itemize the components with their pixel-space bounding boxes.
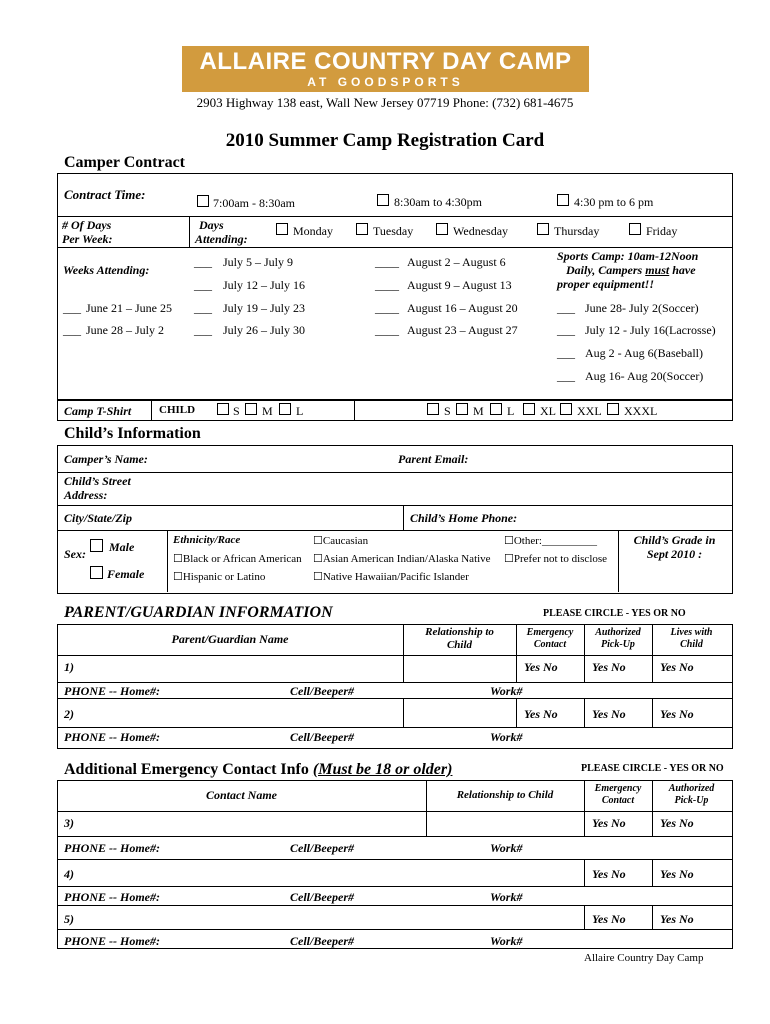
divider (426, 780, 427, 836)
day-checkbox-tuesday[interactable] (356, 223, 368, 235)
contact-row-4: 4) (64, 867, 74, 881)
days-attending-label-2: Attending: (195, 232, 248, 246)
blank: ___ (194, 255, 212, 269)
divider (403, 505, 404, 530)
blank: ___ (557, 301, 575, 315)
blank: ____ (375, 278, 399, 292)
camp-address: 2903 Highway 138 east, Wall New Jersey 07719 Phone: (732) 681-4675 (196, 95, 574, 110)
divider (57, 905, 732, 906)
divider (57, 655, 732, 656)
day-checkbox-wednesday[interactable] (436, 223, 448, 235)
divider (57, 698, 732, 699)
divider (403, 698, 404, 727)
yes-no-contact-authorized-4[interactable]: Yes No (660, 867, 694, 881)
eth-other[interactable]: ☐Other:__________ (504, 535, 597, 547)
male-label: Male (109, 540, 135, 554)
blank: ___ (194, 278, 212, 292)
divider (57, 727, 732, 728)
work-label: Work# (490, 841, 523, 855)
time-day: 8:30am to 4:30pm (394, 195, 482, 209)
sports-week-soccer-2: Aug 16- Aug 20(Soccer) (585, 369, 704, 383)
adult-size-xl: XL (540, 404, 556, 418)
divider (57, 811, 732, 812)
divider (354, 399, 355, 420)
adult-size-xxl-checkbox[interactable] (560, 403, 572, 415)
street-label: Child’s Street (64, 474, 131, 488)
cell-label: Cell/Beeper# (290, 730, 354, 744)
logo-line-2: AT GOODSPORTS (307, 75, 464, 89)
day-wednesday: Wednesday (453, 224, 509, 238)
yes-no-emergency-1[interactable]: Yes No (524, 660, 558, 674)
authorized-col: Authorized (595, 627, 641, 638)
time-checkbox-day[interactable] (377, 194, 389, 206)
adult-size-xxxl: XXXL (624, 404, 658, 418)
yes-no-contact-emergency-3[interactable]: Yes No (592, 816, 626, 830)
phone-home-label: PHONE -- Home#: (64, 841, 160, 855)
emergency-circle-note: PLEASE CIRCLE - YES OR NO (581, 763, 724, 774)
contact-row-3: 3) (64, 816, 74, 830)
adult-size-xxl: XXL (577, 404, 602, 418)
divider (652, 698, 653, 727)
day-monday: Monday (293, 224, 333, 238)
day-tuesday: Tuesday (373, 224, 414, 238)
week-aug23: August 23 – August 27 (407, 323, 518, 337)
sports-note-1: Sports Camp: 10am-12Noon (557, 249, 699, 263)
divider (57, 216, 732, 217)
yes-no-contact-authorized-3[interactable]: Yes No (660, 816, 694, 830)
divider (584, 905, 585, 929)
work-label: Work# (490, 684, 523, 698)
sports-week-soccer-1: June 28- July 2(Soccer) (585, 301, 699, 315)
adult-size-s-checkbox[interactable] (427, 403, 439, 415)
ethnicity-label: Ethnicity/Race (173, 534, 241, 546)
blank: ___ (557, 323, 575, 337)
blank: ____ (375, 301, 399, 315)
relationship-col-2: Child (446, 639, 473, 651)
eth-hawaiian[interactable]: ☐Native Hawaiian/Pacific Islander (313, 571, 469, 583)
cell-label: Cell/Beeper# (290, 934, 354, 948)
phone-home-label: PHONE -- Home#: (64, 934, 160, 948)
work-label: Work# (490, 934, 523, 948)
days-per-week-label-2: Per Week: (62, 232, 113, 246)
cell-label: Cell/Beeper# (290, 890, 354, 904)
emergency-heading: Additional Emergency Contact Info (Must be 18 or older) (64, 761, 453, 778)
child-size-l: L (296, 404, 304, 418)
camp-logo (182, 46, 589, 92)
adult-size-s: S (444, 404, 451, 418)
female-checkbox[interactable] (90, 566, 103, 579)
divider (57, 247, 732, 248)
eth-black[interactable]: ☐Black or African American (173, 553, 302, 565)
week-june28: June 28 – July 2 (86, 323, 164, 337)
yes-no-emergency-2[interactable]: Yes No (524, 707, 558, 721)
days-attending-label: Days (199, 218, 224, 232)
week-aug16: August 16 – August 20 (407, 301, 518, 315)
time-checkbox-early[interactable] (197, 195, 209, 207)
divider (584, 698, 585, 727)
street-label-2: Address: (64, 488, 108, 502)
divider (57, 682, 732, 683)
divider (151, 399, 152, 420)
sports-week-lacrosse: July 12 - July 16(Lacrosse) (585, 323, 716, 337)
week-aug2: August 2 – August 6 (407, 255, 506, 269)
parent-row-2: 2) (64, 707, 74, 721)
child-size-l-checkbox[interactable] (279, 403, 291, 415)
parent-circle-note: PLEASE CIRCLE - YES OR NO (543, 608, 686, 619)
adult-size-xxxl-checkbox[interactable] (607, 403, 619, 415)
week-july5: July 5 – July 9 (223, 255, 294, 269)
sex-label: Sex: (64, 547, 86, 561)
time-checkbox-late[interactable] (557, 194, 569, 206)
phone-home-label: PHONE -- Home#: (64, 730, 160, 744)
child-size-s-checkbox[interactable] (217, 403, 229, 415)
blank: ___ (63, 301, 81, 315)
parent-email-label: Parent Email: (398, 452, 469, 466)
adult-size-l: L (507, 404, 515, 418)
time-early: 7:00am - 8:30am (213, 196, 295, 210)
yes-no-contact-emergency-5[interactable]: Yes No (592, 912, 626, 926)
child-size-s: S (233, 404, 240, 418)
adult-size-l-checkbox[interactable] (490, 403, 502, 415)
phone-home-label: PHONE -- Home#: (64, 890, 160, 904)
logo-line-1: ALLAIRE COUNTRY DAY CAMP (199, 48, 572, 75)
emergency-col-2: Contact (533, 639, 567, 650)
adult-size-m: M (473, 404, 484, 418)
sports-week-baseball: Aug 2 - Aug 6(Baseball) (585, 346, 703, 360)
eth-prefer-not[interactable]: ☐Prefer not to disclose (504, 553, 608, 565)
city-label: City/State/Zip (64, 511, 132, 525)
blank: ___ (63, 323, 81, 337)
campers-name-label: Camper’s Name: (64, 452, 148, 466)
divider (516, 698, 517, 727)
tshirt-label: Camp T-Shirt (64, 404, 132, 418)
week-july12: July 12 – July 16 (223, 278, 306, 292)
eth-asian-native[interactable]: ☐Asian American Indian/Alaska Native (313, 553, 491, 565)
weeks-attending-label: Weeks Attending: (63, 263, 150, 277)
week-aug9: August 9 – August 13 (407, 278, 512, 292)
grade-label-2: Sept 2010 : (646, 547, 703, 561)
yes-no-contact-authorized-5[interactable]: Yes No (660, 912, 694, 926)
lives-with-col: Lives with (670, 627, 713, 638)
adult-size-xl-checkbox[interactable] (523, 403, 535, 415)
divider (57, 859, 732, 860)
day-thursday: Thursday (554, 224, 600, 238)
days-per-week-label: # Of Days (62, 218, 112, 232)
blank: ___ (557, 369, 575, 383)
day-friday: Friday (646, 224, 678, 238)
day-checkbox-monday[interactable] (276, 223, 288, 235)
home-phone-label: Child’s Home Phone: (410, 511, 518, 525)
blank: ___ (194, 323, 212, 337)
male-checkbox[interactable] (90, 539, 103, 552)
contact-row-5: 5) (64, 912, 74, 926)
divider (652, 905, 653, 929)
day-checkbox-thursday[interactable] (537, 223, 549, 235)
contact-authorized-col: Authorized (668, 783, 715, 794)
camper-contract-heading: Camper Contract (64, 154, 186, 171)
contact-authorized-col-2: Pick-Up (674, 795, 709, 806)
work-label: Work# (490, 890, 523, 904)
eth-caucasian[interactable]: ☐Caucasian (313, 535, 369, 547)
divider (57, 472, 732, 473)
cell-label: Cell/Beeper# (290, 684, 354, 698)
sports-note-3: proper equipment!! (557, 277, 655, 291)
contact-emergency-col: Emergency (594, 783, 642, 794)
contact-emergency-col-2: Contact (601, 795, 635, 806)
female-label: Female (107, 567, 145, 581)
divider (57, 836, 732, 837)
time-late: 4:30 pm to 6 pm (574, 195, 654, 209)
week-july26: July 26 – July 30 (223, 323, 306, 337)
blank: ___ (194, 301, 212, 315)
divider (189, 216, 190, 247)
parent-heading: PARENT/GUARDIAN INFORMATION (64, 604, 333, 621)
yes-no-lives-2[interactable]: Yes No (660, 707, 694, 721)
yes-no-lives-1[interactable]: Yes No (660, 660, 694, 674)
work-label: Work# (490, 730, 523, 744)
child-info-heading: Child’s Information (64, 425, 201, 442)
lives-with-col-2: Child (680, 639, 703, 650)
phone-home-label: PHONE -- Home#: (64, 684, 160, 698)
child-size-m: M (262, 404, 273, 418)
blank: ____ (375, 323, 399, 337)
child-size-label: CHILD (159, 404, 196, 416)
contract-time-label: Contract Time: (64, 187, 146, 202)
day-checkbox-friday[interactable] (629, 223, 641, 235)
divider (584, 859, 585, 886)
eth-hispanic[interactable]: ☐Hispanic or Latino (173, 571, 266, 583)
week-july19: July 19 – July 23 (223, 301, 306, 315)
divider (652, 859, 653, 886)
sports-note-2: Daily, Campers must have (566, 263, 696, 277)
emergency-col: Emergency (526, 627, 574, 638)
week-june21: June 21 – June 25 (86, 301, 172, 315)
yes-no-contact-emergency-4[interactable]: Yes No (592, 867, 626, 881)
parent-name-col: Parent/Guardian Name (171, 632, 289, 646)
authorized-col-2: Pick-Up (601, 639, 635, 650)
divider (167, 530, 168, 592)
contact-relationship-col: Relationship to Child (456, 789, 554, 801)
adult-size-m-checkbox[interactable] (456, 403, 468, 415)
divider (57, 886, 732, 887)
contact-name-col: Contact Name (206, 788, 277, 802)
divider (57, 530, 732, 531)
footer-text: Allaire Country Day Camp (584, 952, 704, 964)
divider (57, 929, 732, 930)
child-size-m-checkbox[interactable] (245, 403, 257, 415)
grade-label: Child’s Grade in (633, 533, 716, 547)
divider (57, 505, 732, 506)
yes-no-authorized-2[interactable]: Yes No (592, 707, 626, 721)
page-title: 2010 Summer Camp Registration Card (225, 130, 545, 151)
relationship-col: Relationship to (425, 626, 494, 638)
parent-row-1: 1) (64, 660, 74, 674)
cell-label: Cell/Beeper# (290, 841, 354, 855)
yes-no-authorized-1[interactable]: Yes No (592, 660, 626, 674)
blank: ___ (557, 346, 575, 360)
blank: ____ (375, 255, 399, 269)
